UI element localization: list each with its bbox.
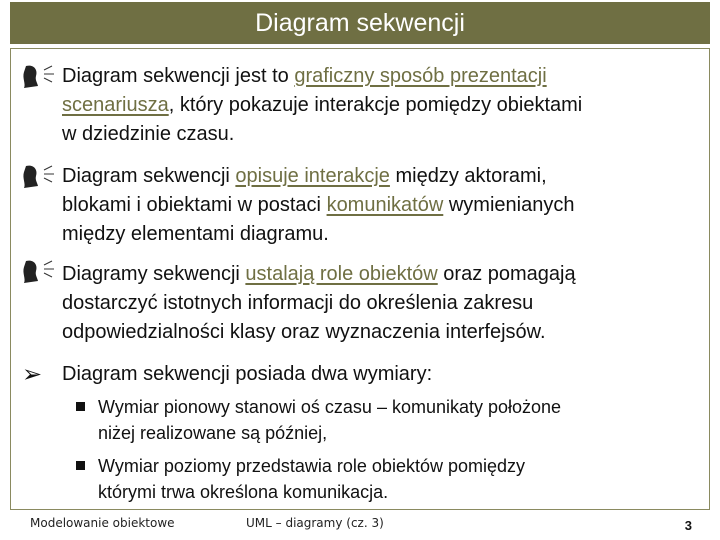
footer-course: Modelowanie obiektowe: [30, 516, 175, 530]
bullet-1: [62, 62, 702, 149]
sub-bullet-2: [98, 453, 698, 505]
speaker-bullet-icon: [20, 62, 58, 92]
bullet-3-line-1: Diagramy sekwencji ustalają role obiektów oraz pomagają: [62, 263, 576, 285]
speaker-bullet-icon: [20, 257, 58, 287]
bullet-3: [62, 260, 702, 347]
sub-bullet-2-line-1: Wymiar poziomy przedstawia role obiektów pomiędzy: [98, 456, 525, 476]
sub-bullet-1-line-1: Wymiar pionowy stanowi oś czasu – komunikaty położone: [98, 397, 562, 417]
bullet-2: [62, 162, 702, 249]
bullet-3-line-3: odpowiedzialności klasy oraz wyznaczenia interfejsów.: [62, 321, 546, 343]
arrow-bullet-icon: ➢: [22, 360, 43, 388]
sub-bullet-1: [98, 394, 698, 446]
footer-topic: UML – diagramy (cz. 3): [246, 516, 384, 530]
sub-bullet-1-line-2: niżej realizowane są później,: [98, 423, 328, 443]
page-number: 3: [684, 518, 692, 533]
bullet-1-line-3: w dziedzinie czasu.: [62, 123, 235, 145]
speaker-bullet-icon: [20, 162, 58, 192]
sub-bullet-2-line-2: którymi trwa określona komunikacja.: [98, 482, 389, 502]
bullet-3-line-2: dostarczyć istotnych informacji do określenia zakresu: [62, 292, 534, 314]
bullet-2-line-2: blokami i obiektami w postaci komunikatów wymienianych: [62, 194, 575, 216]
bullet-1-line-2: scenariusza, który pokazuje interakcje pomiędzy obiektami: [62, 94, 583, 116]
slide-title: Diagram sekwencji: [10, 2, 710, 44]
bullet-2-line-1: Diagram sekwencji opisuje interakcje między aktorami,: [62, 165, 547, 187]
square-bullet-icon: [76, 402, 85, 411]
bullet-4-line-1: Diagram sekwencji posiada dwa wymiary:: [62, 363, 433, 385]
bullet-2-line-3: między elementami diagramu.: [62, 223, 329, 245]
square-bullet-icon: [76, 461, 85, 470]
bullet-4: [62, 360, 702, 389]
bullet-1-line-1: Diagram sekwencji jest to graficzny sposób prezentacji: [62, 65, 547, 87]
